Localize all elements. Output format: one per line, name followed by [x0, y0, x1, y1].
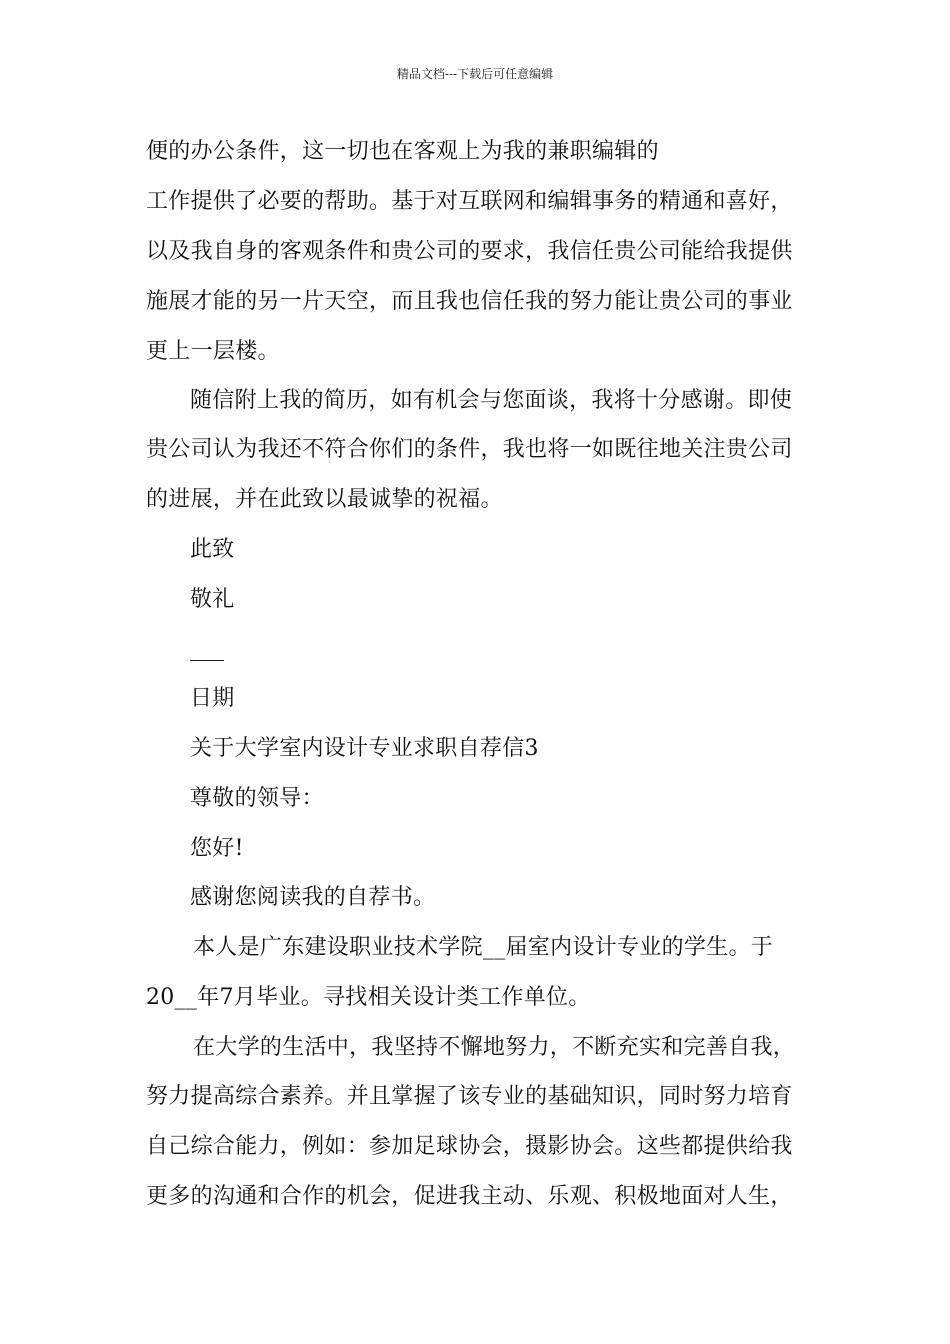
paragraph-line: 在大学的生活中，我坚持不懈地努力，不断充实和完善自我， [193, 1035, 796, 1060]
signature-blank-line [190, 660, 224, 661]
paragraph-line: 的进展，并在此致以最诚挚的祝福。 [146, 487, 503, 512]
date-label: 日期 [190, 686, 235, 711]
paragraph-line: 施展才能的另一片天空，而且我也信任我的努力能让贵公司的事业 [146, 289, 793, 314]
greeting: 您好! [190, 836, 244, 861]
paragraph-line: 便的办公条件，这一切也在客观上为我的兼职编辑的 [146, 139, 659, 164]
closing-salutation: 此致 [190, 537, 235, 562]
paragraph-line: 努力提高综合素养。并且掌握了该专业的基础知识，同时努力培育 [146, 1084, 793, 1109]
paragraph-line: 更多的沟通和合作的机会，促进我主动、乐观、积极地面对人生， [146, 1184, 793, 1209]
paragraph-line: 更上一层楼。 [146, 339, 280, 364]
closing-regards: 敬礼 [190, 587, 235, 612]
paragraph-line: 本人是广东建设职业技术学院__届室内设计专业的学生。于 [193, 935, 774, 960]
letter-title: 关于大学室内设计专业求职自荐信3 [190, 736, 539, 761]
paragraph-line: 贵公司认为我还不符合你们的条件，我也将一如既往地关注贵公司 [146, 437, 793, 462]
paragraph-line: 20__年7月毕业。寻找相关设计类工作单位。 [146, 985, 591, 1010]
paragraph-line: 工作提供了必要的帮助。基于对互联网和编辑事务的精通和喜好， [146, 189, 793, 214]
page-header: 精品文档---下载后可任意编辑 [396, 67, 554, 81]
paragraph-line: 以及我自身的客观条件和贵公司的要求，我信任贵公司能给我提供 [146, 239, 793, 264]
paragraph-line: 自己综合能力，例如：参加足球协会，摄影协会。这些都提供给我 [146, 1134, 793, 1159]
salutation: 尊敬的领导： [190, 786, 324, 811]
paragraph-line: 随信附上我的简历，如有机会与您面谈，我将十分感谢。即使 [190, 388, 793, 413]
thanks-line: 感谢您阅读我的自荐书。 [190, 885, 436, 910]
